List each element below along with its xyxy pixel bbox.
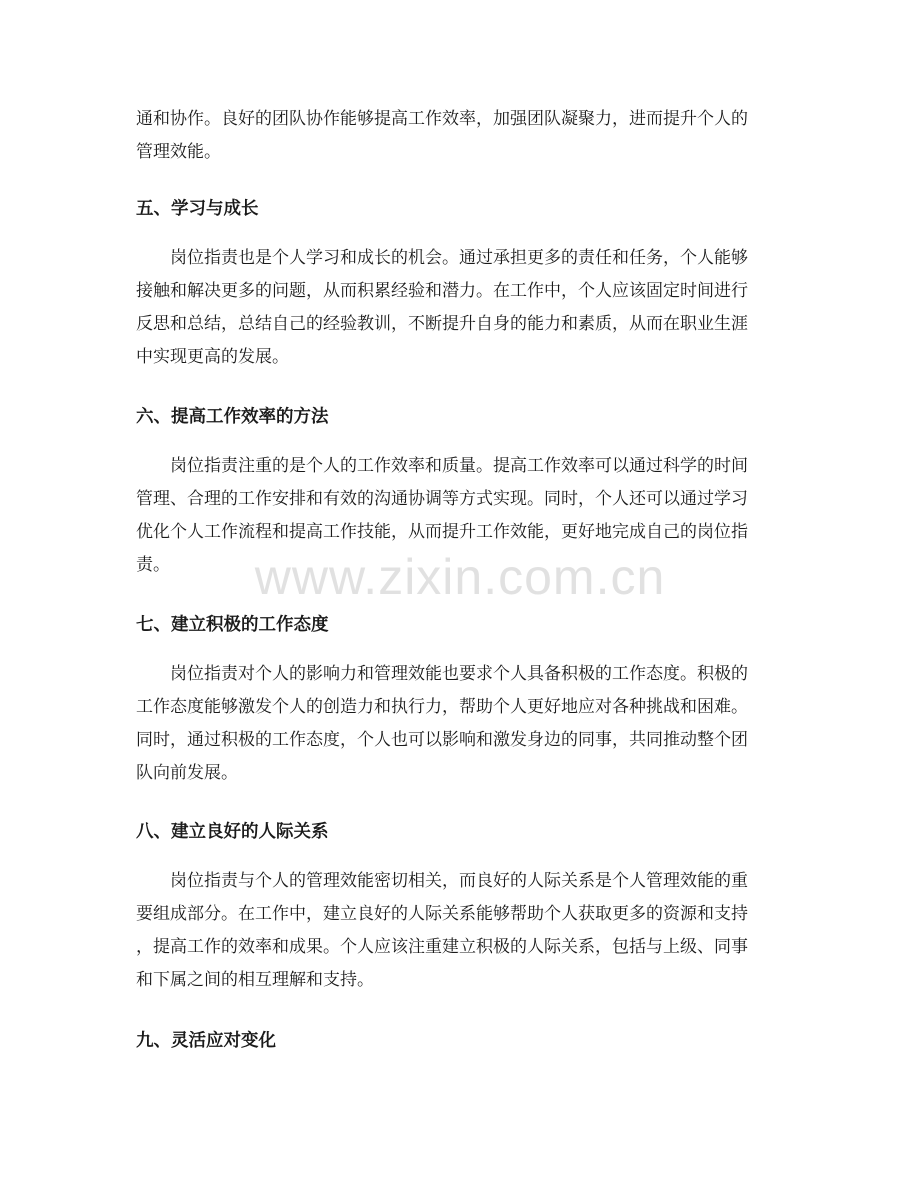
paragraph-line: 中实现更高的发展。 xyxy=(136,347,289,367)
paragraph-line: 反思和总结，总结自己的经验教训，不断提升自身的能力和素质，从而在职业生涯 xyxy=(136,314,748,334)
section-heading-6: 六、提高工作效率的方法 xyxy=(136,407,329,427)
paragraph-line: 同时，通过积极的工作态度，个人也可以影响和激发身边的同事，共同推动整个团 xyxy=(136,730,748,750)
paragraph-line: 要组成部分。在工作中，建立良好的人际关系能够帮助个人获取更多的资源和支持 xyxy=(136,904,748,924)
intro-paragraph xyxy=(136,103,786,169)
section-heading-8: 八、建立良好的人际关系 xyxy=(136,822,329,842)
paragraph-line: 责。 xyxy=(136,555,170,575)
section-paragraph-7 xyxy=(136,658,786,790)
paragraph-line: 岗位指责对个人的影响力和管理效能也要求个人具备积极的工作态度。积极的 xyxy=(170,664,748,684)
paragraph-line: 管理、合理的工作安排和有效的沟通协调等方式实现。同时，个人还可以通过学习 xyxy=(136,489,748,509)
section-heading-7: 七、建立积极的工作态度 xyxy=(136,615,329,635)
paragraph-line: 岗位指责与个人的管理效能密切相关，而良好的人际关系是个人管理效能的重 xyxy=(170,871,748,891)
paragraph-line: 工作态度能够激发个人的创造力和执行力，帮助个人更好地应对各种挑战和困难。 xyxy=(136,697,748,717)
section-paragraph-8 xyxy=(136,865,786,997)
paragraph-line: 和下属之间的相互理解和支持。 xyxy=(136,970,374,990)
paragraph-line: 队向前发展。 xyxy=(136,763,238,783)
paragraph-line: 岗位指责注重的是个人的工作效率和质量。提高工作效率可以通过科学的时间 xyxy=(170,456,748,476)
watermark: www.zixin.com.cn xyxy=(254,549,666,605)
section-paragraph-5 xyxy=(136,242,786,374)
paragraph-line: 接触和解决更多的问题，从而积累经验和潜力。在工作中，个人应该固定时间进行 xyxy=(136,281,748,301)
paragraph-line: 岗位指责也是个人学习和成长的机会。通过承担更多的责任和任务，个人能够 xyxy=(170,248,748,268)
paragraph-line: 通和协作。良好的团队协作能够提高工作效率，加强团队凝聚力，进而提升个人的 xyxy=(136,109,748,129)
paragraph-line: 优化个人工作流程和提高工作技能，从而提升工作效能，更好地完成自己的岗位指 xyxy=(136,522,748,542)
section-heading-9: 九、灵活应对变化 xyxy=(136,1031,276,1051)
paragraph-line: ，提高工作的效率和成果。个人应该注重建立积极的人际关系，包括与上级、同事 xyxy=(136,937,748,957)
section-heading-5: 五、学习与成长 xyxy=(136,199,259,219)
paragraph-line: 管理效能。 xyxy=(136,142,221,162)
